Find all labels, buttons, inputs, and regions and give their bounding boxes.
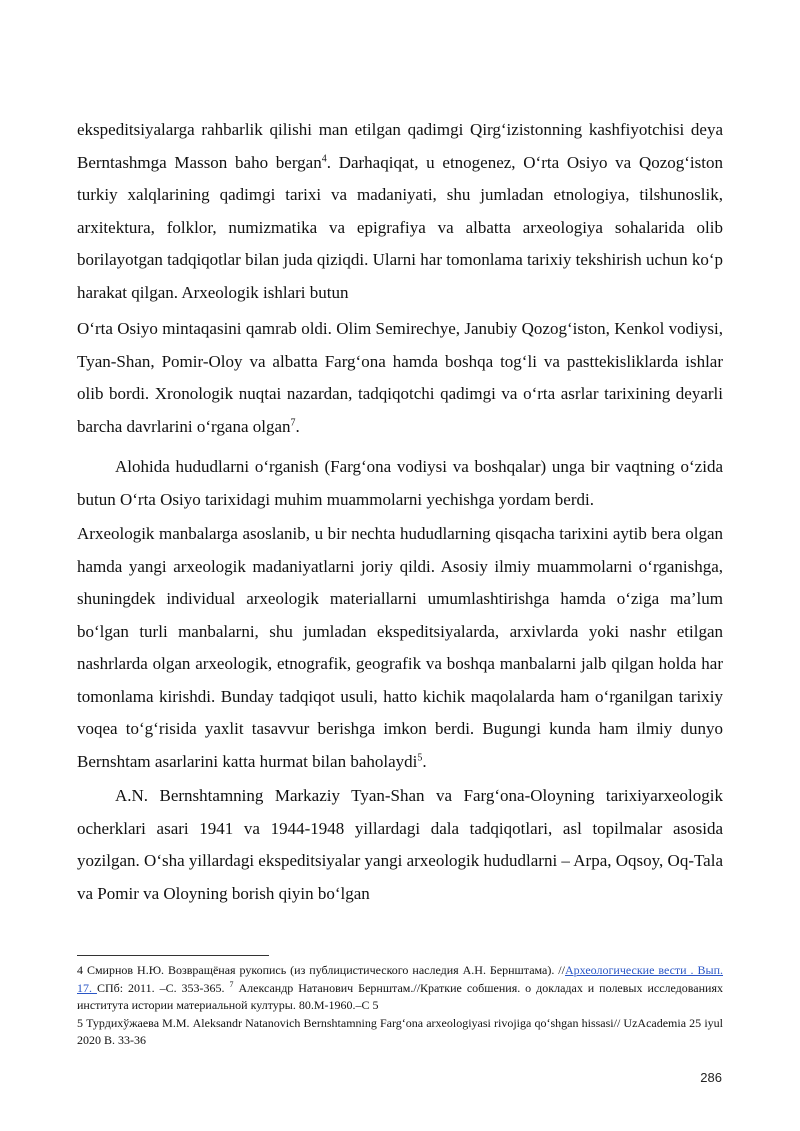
- footnote-ref-7[interactable]: 7: [290, 416, 296, 428]
- paragraph-text: ekspeditsiyalarga rahbarlik qilishi man etilgan qadimgi Qirg‘izistonning kashfiyotchisi deya Berntashmga Masson baho bergan: [77, 120, 723, 172]
- paragraph-1: [77, 313, 723, 443]
- paragraph-text: O‘rta Osiyo mintaqasini qamrab oldi. Olim Semirechye, Janubiy Qozog‘iston, Kenkol vodiysi, Tyan-Shan, Pomir-Oloy va albatta Farg‘ona hamda boshqa tog‘li va pasttekisliklarda ishlar olib bordi. Xronologik nuqtai nazardan, tadqiqotchi qadimgi va o‘rta asrlar tarixining deyarli barcha davrlarini o‘rgana olgan: [77, 319, 723, 436]
- paragraph-4: A.N. Bernshtamning Markaziy Tyan-Shan va Farg‘ona-Oloyning tarixiyarxeologik ocherklari asari 1941 va 1944-1948 yillardagi dala tadqiqotlari, asl topilmalar asosida yozilgan. O‘sha yillardagi ekspeditsiyalar yangi arxeologik hududlarni – Arpa, Oqsoy, Oq-Tala va Pomir va Oloyning borish qiyin bo‘lgan: [77, 786, 723, 903]
- footnote-5: 5 Турдихўжаева М.М. Aleksandr Natanovich Bernshtamning Farg‘ona arxeologiyasi rivojiga qo‘shgan hissasi// UzAcademia 25 iyul 2020 B. 33-36: [77, 1015, 723, 1047]
- footnote-4-text: 4 Смирнов Н.Ю. Возвращёная рукопись (из публицистического наследия А.Н. Бернштама). //: [77, 963, 565, 977]
- footnote-4: [77, 962, 723, 1015]
- page-number: 286: [700, 1070, 722, 1085]
- footnotes-section: [77, 962, 723, 1050]
- paragraph-2: Alohida hududlarni o‘rganish (Farg‘ona vodiysi va boshqalar) unga bir vaqtning o‘zida butun O‘rta Osiyo tarixidagi muhim muammolarni yechishga yordam berdi.: [77, 457, 723, 509]
- paragraph-text: Arxeologik manbalarga asoslanib, u bir nechta hududlarning qisqacha tarixini aytib bera olgan hamda yangi arxeologik madaniyatlarni joriy qildi. Asosiy ilmiy muammolarni o‘rganishga, shuningdek individual arxeologik materiallarni umumlashtirishga hamda o‘ziga ma’lum bo‘lgan turli manbalarni, shu jumladan ekspeditsiyalarda, arxivlarda yoki nashr etilgan nashrlarda olgan arxeologik, etnografik, geografik va boshqa manbalarni jalb qilgan holda har tomonlama kirishdi. Bunday tadqiqot usuli, hatto kichik maqolalarda ham o‘rganilgan tarixiy voqea to‘g‘risida yaxlit tasavvur berishga imkon berdi. Bugungi kunda ham ilmiy dunyo Bernshtam asarlarini katta hurmat bilan baholaydi: [77, 524, 723, 771]
- footnote-ref-4[interactable]: 4: [321, 152, 327, 164]
- text-block-main: [77, 313, 723, 910]
- paragraph-text-after: .: [295, 416, 300, 436]
- text-block-top: [77, 114, 723, 309]
- paragraph-continuation: [77, 114, 723, 309]
- footnote-ref-5[interactable]: 5: [417, 751, 423, 763]
- paragraph-3: [77, 518, 723, 778]
- footnote-4-text-end: СПб: 2011. –С. 353-365.: [96, 980, 230, 995]
- paragraph-text-after: . Darhaqiqat, u etnogenez, O‘rta Osiyo va Qozog‘iston turkiy xalqlarining qadimgi tarixi va madaniyati, shu jumladan etnologiya, tilshunoslik, arxitektura, folklor, numizmatika va epigrafiya va albatta arxeologiya sohalarida olib borilayotgan tadqiqotlar bilan juda qiziqdi. Ularni har tomonlama tarixiy tekshirish uchun ko‘p harakat qilgan. Arxeologik ishlari butun: [77, 152, 723, 302]
- footnote-7-marker: 7: [229, 979, 234, 989]
- footnote-4-link[interactable]: Археологические вести . Вып. 17.: [77, 963, 723, 995]
- footnote-divider: [77, 955, 269, 956]
- paragraph-text-after: .: [422, 751, 427, 771]
- footnote-7-text: Александр Натанович Бернштам.//Краткие собшения. о докладах и полевых исследованиях института истории материальной културы. 80.М-1960.–С 5: [77, 980, 723, 1012]
